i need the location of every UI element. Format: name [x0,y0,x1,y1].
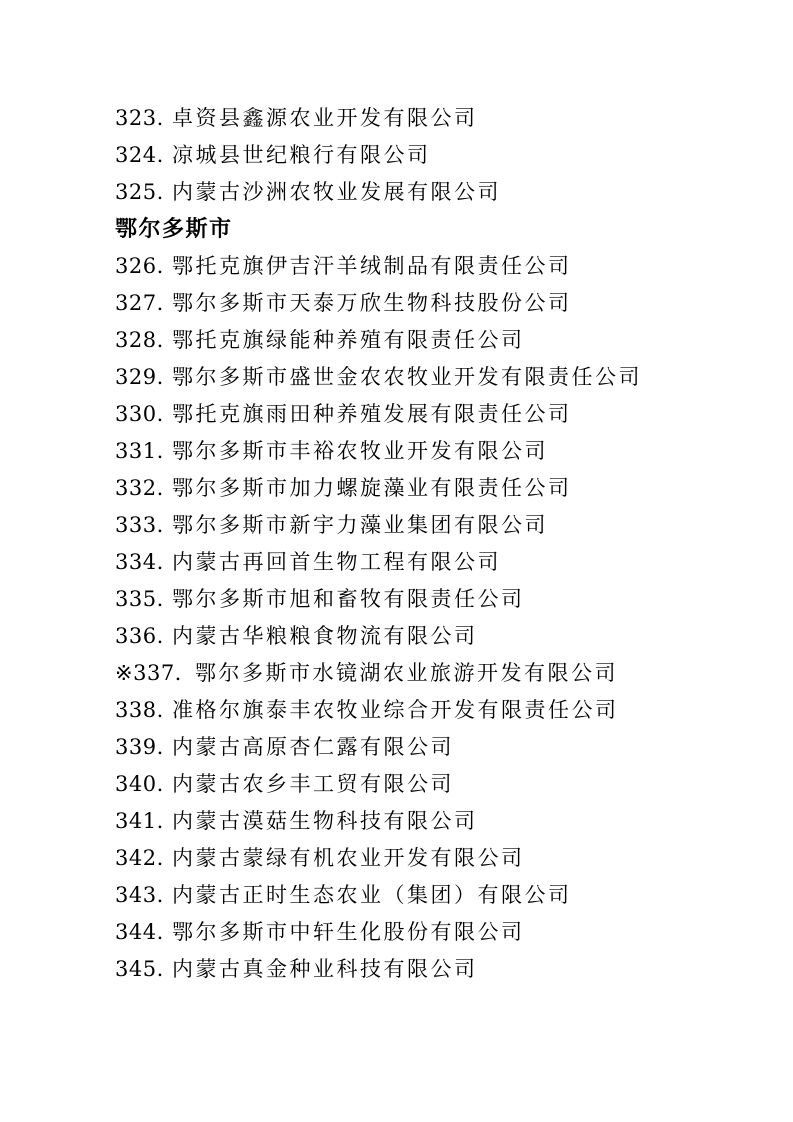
list-item [115,433,723,470]
company-name: 准格尔旗泰丰农牧业综合开发有限责任公司 [172,698,619,722]
list-item-number: 340. [115,772,164,796]
company-name: 内蒙古正时生态农业（集团）有限公司 [172,883,572,907]
list-item-number: 341. [115,809,164,833]
list-item-number: 324. [115,143,164,167]
list-item-number: 325. [115,180,164,204]
list-item [115,100,723,137]
list-item-number: 338. [115,698,164,722]
list-item [115,544,723,581]
list-item [115,396,723,433]
list-item [115,285,723,322]
list-item-number: 327. [115,291,164,315]
list-item-number: 345. [115,957,164,981]
list-item-number: 326. [115,254,164,278]
list-item [115,470,723,507]
list-item [115,581,723,618]
list-item-number: 331. [115,439,164,463]
list-item [115,840,723,877]
list-item-number: 332. [115,476,164,500]
company-name: 鄂尔多斯市天泰万欣生物科技股份公司 [172,291,572,315]
list-item-number: 336. [115,624,164,648]
section-header-ordos-city: 鄂尔多斯市 [115,217,233,242]
list-item [115,877,723,914]
company-name: 鄂尔多斯市中轩生化股份有限公司 [172,920,525,944]
list-item-number: 342. [115,846,164,870]
list-item-number-with-reference-mark: ※337. [115,661,182,685]
list-item-number: 333. [115,513,164,537]
company-name: 鄂尔多斯市丰裕农牧业开发有限公司 [172,439,548,463]
list-item-number: 339. [115,735,164,759]
company-name: 鄂尔多斯市盛世金农农牧业开发有限责任公司 [172,365,642,389]
company-name: 内蒙古高原杏仁露有限公司 [172,735,454,759]
list-item-number: 329. [115,365,164,389]
company-name: 鄂尔多斯市水镜湖农业旅游开发有限公司 [195,661,618,685]
list-item [115,322,723,359]
list-item [115,507,723,544]
company-name: 内蒙古漠菇生物科技有限公司 [172,809,478,833]
company-name: 内蒙古华粮粮食物流有限公司 [172,624,478,648]
list-item [115,692,723,729]
list-item [115,729,723,766]
list-item [115,766,723,803]
list-item [115,914,723,951]
company-name: 卓资县鑫源农业开发有限公司 [172,106,478,130]
company-name: 内蒙古沙洲农牧业发展有限公司 [172,180,501,204]
list-item-number: 334. [115,550,164,574]
list-item-number: 323. [115,106,164,130]
company-name: 鄂托克旗绿能种养殖有限责任公司 [172,328,525,352]
company-name: 鄂托克旗雨田种养殖发展有限责任公司 [172,402,572,426]
list-item [115,174,723,211]
list-item-number: 328. [115,328,164,352]
list-item [115,137,723,174]
list-item [115,803,723,840]
company-name: 鄂尔多斯市新宇力藻业集团有限公司 [172,513,548,537]
company-name: 鄂托克旗伊吉汗羊绒制品有限责任公司 [172,254,572,278]
list-item [115,359,723,396]
list-item [115,951,723,988]
list-item-number: 335. [115,587,164,611]
company-name: 鄂尔多斯市旭和畜牧有限责任公司 [172,587,525,611]
company-name: 内蒙古蒙绿有机农业开发有限公司 [172,846,525,870]
list-item-number: 330. [115,402,164,426]
company-name: 内蒙古再回首生物工程有限公司 [172,550,501,574]
list-item-flagged [115,655,723,692]
company-name: 内蒙古农乡丰工贸有限公司 [172,772,454,796]
list-item [115,618,723,655]
company-name: 内蒙古真金种业科技有限公司 [172,957,478,981]
list-item [115,248,723,285]
company-name: 鄂尔多斯市加力螺旋藻业有限责任公司 [172,476,572,500]
company-name: 凉城县世纪粮行有限公司 [172,143,431,167]
list-item-number: 343. [115,883,164,907]
list-item-number: 344. [115,920,164,944]
